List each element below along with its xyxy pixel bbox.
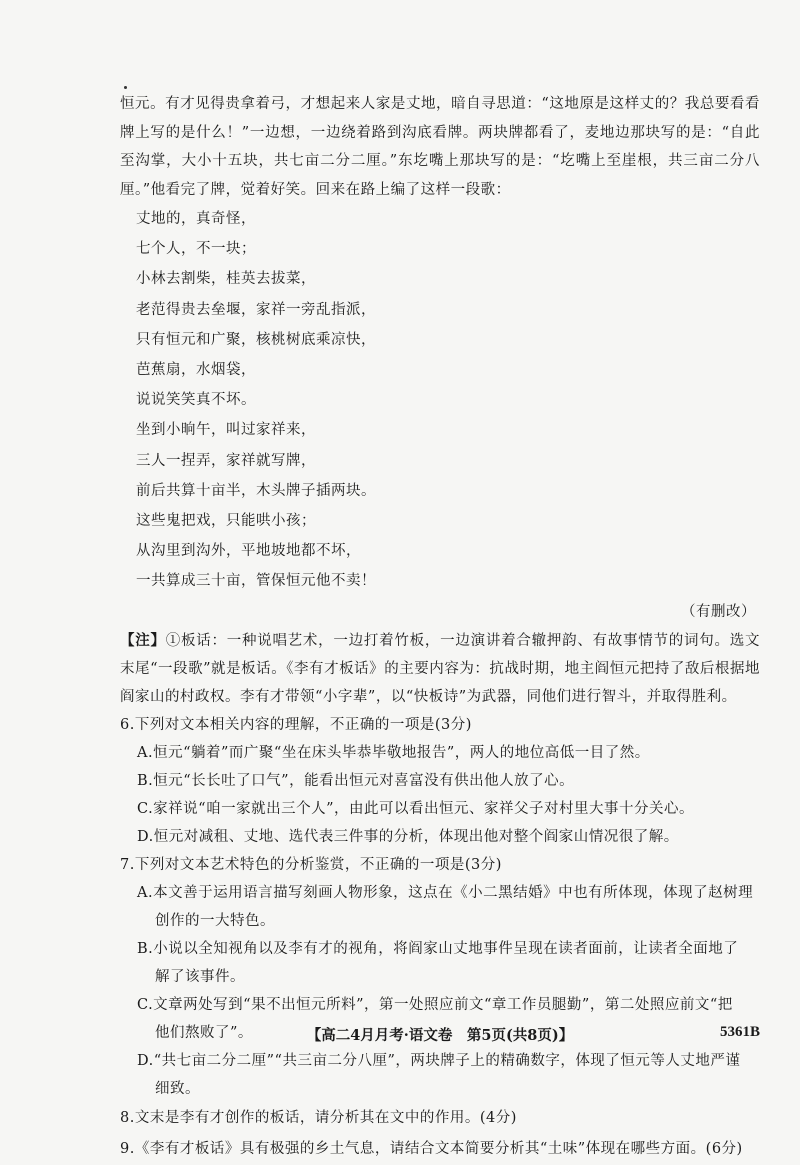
song-line: 芭蕉扇，水烟袋，	[136, 362, 256, 379]
option-line: C.文章两处写到“果不出恒元所料”，第一处照应前文“章工作员腿勤”，第二处照应前文“把	[137, 996, 733, 1013]
question-7-option-a	[120, 879, 760, 935]
song-line: 七个人，不一块；	[136, 241, 256, 258]
source-note: （有删改）	[681, 603, 756, 620]
page-content	[120, 90, 760, 1165]
question-6-option-a: A.恒元“躺着”而广聚“坐在床头毕恭毕敬地报告”，两人的地位高低一目了然。	[137, 744, 650, 761]
question-6-option-c: C.家祥说“咱一家就出三个人”，由此可以看出恒元、家祥父子对村里大事十分关心。	[137, 800, 695, 817]
scan-dot	[124, 86, 127, 89]
question-9: 9.《李有才板话》具有极强的乡土气息，请结合文本简要分析其“土味”体现在哪些方面。(6分)	[120, 1140, 743, 1157]
option-line-continued: 创作的一大特色。	[155, 912, 275, 929]
question-7-option-b	[120, 935, 760, 991]
option-line-continued: 解了该事件。	[155, 968, 245, 985]
song-line: 从沟里到沟外，平地坡地都不坏，	[136, 543, 361, 560]
footer-label: 【高二4月月考·语文卷 第5页(共8页)】	[306, 1027, 574, 1044]
question-6-option-b: B.恒元“长长吐了口气”，能看出恒元对喜富没有供出他人放了心。	[137, 772, 575, 789]
song-line: 丈地的，真奇怪，	[136, 211, 256, 227]
song-line: 三人一捏弄，家祥就写牌，	[136, 452, 316, 469]
note-tag: 【注】	[120, 631, 166, 649]
question-6-stem: 6.下列对文本相关内容的理解，不正确的一项是(3分)	[120, 716, 472, 733]
page-footer	[120, 1024, 760, 1052]
annotation-note	[120, 627, 760, 711]
song-line: 坐到小晌午，叫过家祥来，	[136, 422, 316, 439]
question-6-option-d: D.恒元对减租、丈地、选代表三件事的分析，体现出他对整个阎家山情况很了解。	[137, 828, 679, 845]
option-line: B.小说以全知视角以及李有才的视角，将阎家山丈地事件呈现在读者面前，让读者全面地了	[137, 940, 739, 957]
song-line: 小林去割柴，桂英去拔菜，	[136, 271, 316, 288]
song-line: 这些鬼把戏，只能哄小孩；	[136, 513, 316, 530]
song-line: 只有恒元和广聚，核桃树底乘凉快，	[136, 331, 376, 348]
song-line: 说说笑笑真不坏。	[136, 392, 256, 409]
option-line: A.本文善于运用语言描写刻画人物形象，这点在《小二黑结婚》中也有所体现，体现了赵树理	[137, 884, 754, 901]
option-line: D.“共七亩二分二厘”“共三亩二分八厘”，两块牌子上的精确数字，体现了恒元等人丈地严谨	[137, 1052, 741, 1069]
option-line-continued: 他们熬败了”。	[155, 1024, 253, 1041]
option-line-continued: 细致。	[155, 1080, 200, 1097]
song-line: 前后共算十亩半，木头牌子插两块。	[136, 482, 376, 499]
question-7-option-d	[120, 1047, 760, 1103]
footer-code: 5361B	[719, 1024, 760, 1040]
song-line: 一共算成三十亩，管保恒元他不卖！	[136, 573, 376, 590]
question-7-stem: 7.下列对文本艺术特色的分析鉴赏，不正确的一项是(3分)	[120, 856, 502, 873]
note-text: ①板话：一种说唱艺术，一边打着竹板，一边演讲着合辙押韵、有故事情节的词句。选文末尾“一段歌”就是板话。《李有才板话》的主要内容为：抗战时期，地主阎恒元把持了敌后根据地阎家山的村政权。李有才带领“小字辈”，以“快板诗”为武器，同他们进行智斗，并取得胜利。	[120, 632, 760, 705]
ballad-song	[120, 204, 760, 597]
question-8: 8.文末是李有才创作的板话，请分析其在文中的作用。(4分)	[120, 1109, 517, 1126]
passage-paragraph: 恒元。有才见得贵拿着弓，才想起来人家是丈地，暗自寻思道：“这地原是这样丈的？我总要看看牌上写的是什么！”一边想，一边绕着路到沟底看牌。两块牌都看了，麦地边那块写的是：“自此至沟掌，大小十五块，共七亩二分二厘。”东圪嘴上那块写的是：“圪嘴上至崖根，共三亩二分八厘。”他看完了牌，觉着好笑。回来在路上编了这样一段歌：	[120, 96, 760, 198]
song-line: 老范得贵去垒堰，家祥一旁乱指派，	[136, 301, 376, 318]
